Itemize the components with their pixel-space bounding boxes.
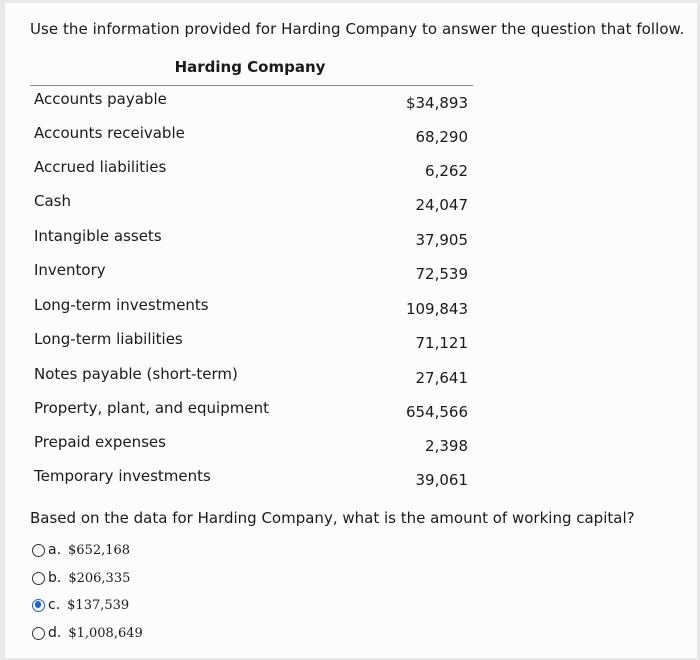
radio-button[interactable] (32, 544, 45, 557)
option-letter: a. (48, 542, 62, 558)
option-value: $137,539 (67, 597, 130, 613)
account-label: Accounts payable (34, 90, 167, 108)
table-header-rule (30, 85, 473, 86)
radio-button-selected[interactable] (32, 599, 45, 612)
account-label: Cash (34, 192, 71, 210)
account-label: Temporary investments (34, 467, 211, 485)
option-letter: b. (48, 570, 62, 586)
account-value: 68,290 (415, 128, 468, 146)
account-value: 71,121 (415, 334, 468, 352)
radio-button[interactable] (32, 627, 45, 640)
account-row-accounts-receivable (30, 124, 470, 148)
account-value: 27,641 (415, 369, 468, 387)
company-title: Harding Company (174, 58, 326, 76)
account-label: Accrued liabilities (34, 158, 167, 176)
account-row-long-term-liabilities (30, 330, 470, 354)
account-value: 109,843 (405, 300, 468, 318)
account-value: 24,047 (415, 196, 468, 214)
account-label: Intangible assets (34, 227, 162, 245)
answer-option-b[interactable] (32, 568, 130, 588)
account-value: 654,566 (405, 403, 468, 421)
account-value: 72,539 (415, 265, 468, 283)
account-value: 2,398 (425, 437, 468, 455)
option-value: $1,008,649 (68, 625, 143, 641)
radio-button[interactable] (32, 572, 45, 585)
answer-option-c[interactable] (32, 595, 129, 615)
account-value: 6,262 (425, 162, 468, 180)
account-row-prepaid-expenses (30, 433, 470, 457)
question-sheet (5, 3, 697, 658)
account-value: 39,061 (415, 471, 468, 489)
account-label: Long-term investments (34, 296, 209, 314)
account-row-property-plant-equipment (30, 399, 470, 423)
account-label: Long-term liabilities (34, 330, 183, 348)
answer-option-d[interactable] (32, 623, 143, 643)
account-row-notes-payable (30, 365, 470, 389)
option-letter: c. (48, 597, 61, 613)
account-row-temporary-investments (30, 467, 470, 491)
account-label: Prepaid expenses (34, 433, 166, 451)
option-value: $652,168 (68, 542, 131, 558)
account-value: 37,905 (415, 231, 468, 249)
account-value: $34,893 (405, 94, 468, 112)
instruction-text: Use the information provided for Harding Company to answer the question that follow. (30, 20, 685, 38)
account-row-cash (30, 192, 470, 216)
account-row-long-term-investments (30, 296, 470, 320)
account-row-accounts-payable (30, 90, 470, 114)
question-text: Based on the data for Harding Company, what is the amount of working capital? (30, 509, 635, 527)
option-value: $206,335 (68, 570, 131, 586)
account-label: Inventory (34, 261, 106, 279)
account-label: Property, plant, and equipment (34, 399, 269, 417)
answer-option-a[interactable] (32, 540, 130, 560)
option-letter: d. (48, 625, 62, 641)
account-row-accrued-liabilities (30, 158, 470, 182)
account-label: Accounts receivable (34, 124, 185, 142)
account-row-inventory (30, 261, 470, 285)
account-label: Notes payable (short-term) (34, 365, 238, 383)
account-row-intangible-assets (30, 227, 470, 251)
